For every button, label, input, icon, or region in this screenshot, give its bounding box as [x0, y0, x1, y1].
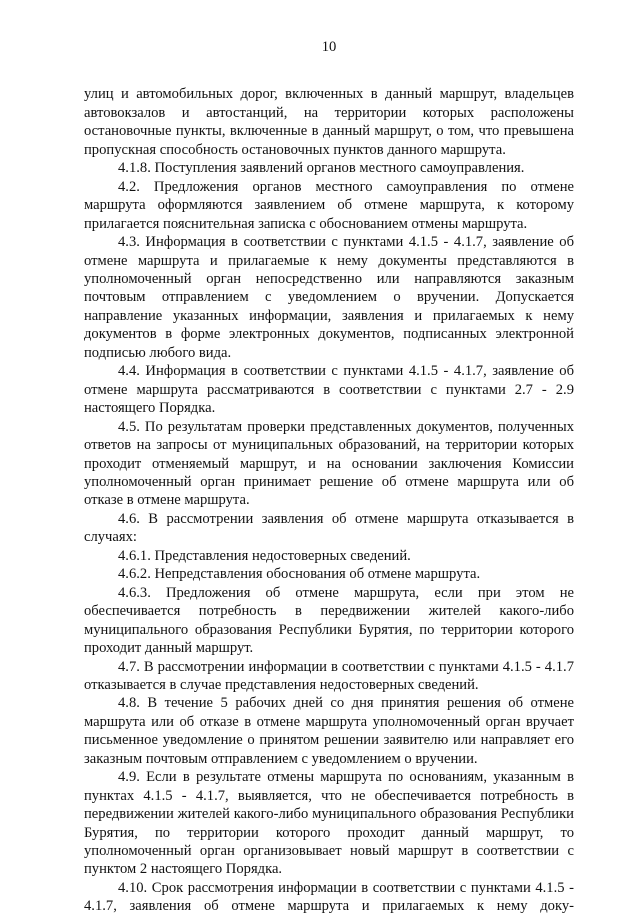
- paragraph: 4.10. Срок рассмотрения информации в соответствии с пунктами 4.1.5 - 4.1.7, заявления об отмене маршрута и прилагаемых к нему доку-: [84, 879, 574, 915]
- paragraph: 4.7. В рассмотрении информации в соответствии с пунктами 4.1.5 - 4.1.7 отказывается в случае представления недостоверных сведений.: [84, 658, 574, 693]
- document-body: [84, 85, 574, 915]
- paragraph: 4.6. В рассмотрении заявления об отмене маршрута отказывается в случаях:: [84, 510, 574, 546]
- paragraph: 4.6.3. Предложения об отмене маршрута, если при этом не обеспечивается потребность в передвижении жителей какого-либо муниципального образования Республики Бурятия, по территории которого проходит данный маршрут.: [84, 584, 574, 657]
- paragraph: 4.6.1. Представления недостоверных сведений.: [118, 547, 411, 564]
- paragraph: 4.3. Информация в соответствии с пунктами 4.1.5 - 4.1.7, заявление об отмене маршрута и прилагаемые к нему документы представляются в уполномоченный орган непосредственно или направляются заказным почтовым отправлением с уведомлением о вручении. Допускается направление указанных информации, заявления и прилагаемых к нему документов в форме электронных документов, подписанных электронной подписью любого вида.: [84, 234, 574, 361]
- paragraph: 4.4. Информация в соответствии с пунктами 4.1.5 - 4.1.7, заявление об отмене маршрута рассматриваются в соответствии с пунктами 2.7 - 2.9 настоящего Порядка.: [84, 363, 574, 417]
- page-number: 10: [321, 39, 337, 55]
- paragraph: 4.8. В течение 5 рабочих дней со дня принятия решения об отмене маршрута или об отказе в отмене маршрута уполномоченный орган вручает письменное уведомление о принятом решении заявителю или направляет его заказным почтовым отправлением с уведомлением о вручении.: [84, 695, 574, 767]
- paragraph: 4.6.2. Непредставления обоснования об отмене маршрута.: [118, 566, 481, 583]
- paragraph: 4.5. По результатам проверки представленных документов, полученных ответов на запросы от муниципальных образований, на территории которых проходит отменяемый маршрут, и на основании заключения Комиссии уполномоченный орган принимает решение об отмене маршрута или об отказе в отмене маршрута.: [84, 418, 574, 509]
- paragraph: 4.9. Если в результате отмены маршрута по основаниям, указанным в пунктах 4.1.5 - 4.1.7, выявляется, что не обеспечивается потребность в передвижении жителей какого-либо муниципального образования Республики Бурятия, по территории которого проходит данный маршрут, то уполномоченный орган организовывает новый маршрут в соответствии с пунктом 2 настоящего Порядка.: [84, 769, 574, 878]
- paragraph: улиц и автомобильных дорог, включенных в данный маршрут, владельцев автовокзалов и автостанций, на территории которых расположены остановочные пункты, включенные в данный маршрут, о том, что превышена пропускная способность остановочных пунктов данного маршрута.: [84, 86, 574, 158]
- paragraph: 4.2. Предложения органов местного самоуправления по отмене маршрута оформляются заявлением об отмене маршрута, к которому прилагается пояснительная записка с обоснованием отмены маршрута.: [84, 178, 574, 232]
- paragraph: 4.1.8. Поступления заявлений органов местного самоуправления.: [118, 160, 525, 177]
